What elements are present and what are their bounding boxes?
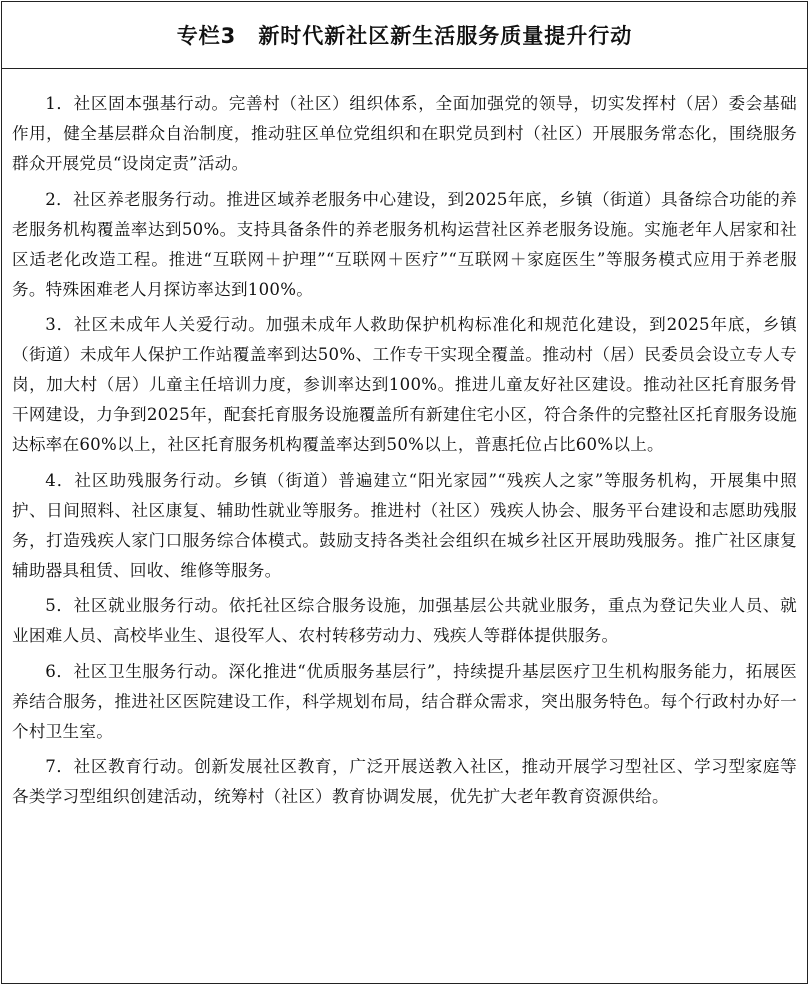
- item-lead: 7．社区教育行动。: [45, 757, 195, 776]
- item-paragraph: [12, 591, 797, 651]
- item-lead: 5．社区就业服务行动。: [45, 596, 229, 615]
- column-content: [2, 69, 807, 812]
- item-paragraph: [12, 752, 797, 812]
- item-text: 深化推进“优质服务基层行”，持续提升基层医疗卫生机构服务能力，拓展医养结合服务，推进社区医院建设工作，科学规划布局，结合群众需求，突出服务特色。每个行政村办好一个村卫生室。: [12, 661, 798, 741]
- item-text: 加强未成年人救助保护机构标准化和规范化建设，到2025年底，乡镇（街道）未成年人保护工作站覆盖率到达50%、工作专干实现全覆盖。推动村（居）民委员会设立专人专岗，加大村（居）儿童主任培训力度，参训率达到100%。推进儿童友好社区建设。推动社区托育服务骨干网建设，力争到2025年，配套托育服务设施覆盖所有新建住宅小区，符合条件的完整社区托育服务设施达标率在60%以上，社区托育服务机构覆盖率达到50%以上，普惠托位占比60%以上。: [12, 315, 797, 454]
- item-lead: 6．社区卫生服务行动。: [45, 661, 229, 681]
- item-paragraph: [12, 89, 797, 179]
- item-paragraph: [12, 657, 797, 747]
- column-box: [1, 1, 808, 984]
- item-text: 创新发展社区教育，广泛开展送教入社区，推动开展学习型社区、学习型家庭等各类学习型组织创建活动，统筹村（社区）教育协调发展，优先扩大老年教育资源供给。: [12, 757, 797, 806]
- item-text: 推进区域养老服务中心建设，到2025年底，乡镇（街道）具备综合功能的养老服务机构覆盖率达到50%。支持具备条件的养老服务机构运营社区养老服务设施。实施老年人居家和社区适老化改造工程。推进“互联网＋护理”“互联网＋医疗”“互联网＋家庭医生”等服务模式应用于养老服务。特殊困难老人月探访率达到100%。: [12, 189, 797, 299]
- item-text: 乡镇（街道）普遍建立“阳光家园”“残疾人之家”等服务机构，开展集中照护、日间照料、社区康复、辅助性就业等服务。推进村（社区）残疾人协会、服务平台建设和志愿助残服务，打造残疾人家门口服务综合体模式。鼓励支持各类社会组织在城乡社区开展助残服务。推广社区康复辅助器具租赁、回收、维修等服务。: [12, 470, 797, 580]
- item-paragraph: [12, 466, 797, 586]
- column-title: [177, 20, 633, 50]
- item-lead: 1．社区固本强基行动。: [45, 94, 229, 113]
- column-header: [2, 2, 807, 69]
- column-heading: 新时代新社区新生活服务质量提升行动: [258, 24, 633, 48]
- item-lead: 4．社区助残服务行动。: [45, 470, 233, 490]
- item-text: 完善村（社区）组织体系，全面加强党的领导，切实发挥村（居）委会基础作用，健全基层群众自治制度，推动驻区单位党组织和在职党员到村（社区）开展服务常态化，围绕服务群众开展党员“设岗定责”活动。: [12, 94, 798, 173]
- item-paragraph: [12, 185, 797, 305]
- item-lead: 3．社区未成年人关爱行动。: [45, 315, 266, 334]
- column-label: 专栏3: [176, 24, 237, 48]
- item-text: 依托社区综合服务设施，加强基层公共就业服务，重点为登记失业人员、就业困难人员、高校毕业生、退役军人、农村转移劳动力、残疾人等群体提供服务。: [12, 596, 798, 645]
- item-paragraph: [12, 310, 797, 460]
- item-lead: 2．社区养老服务行动。: [45, 189, 227, 209]
